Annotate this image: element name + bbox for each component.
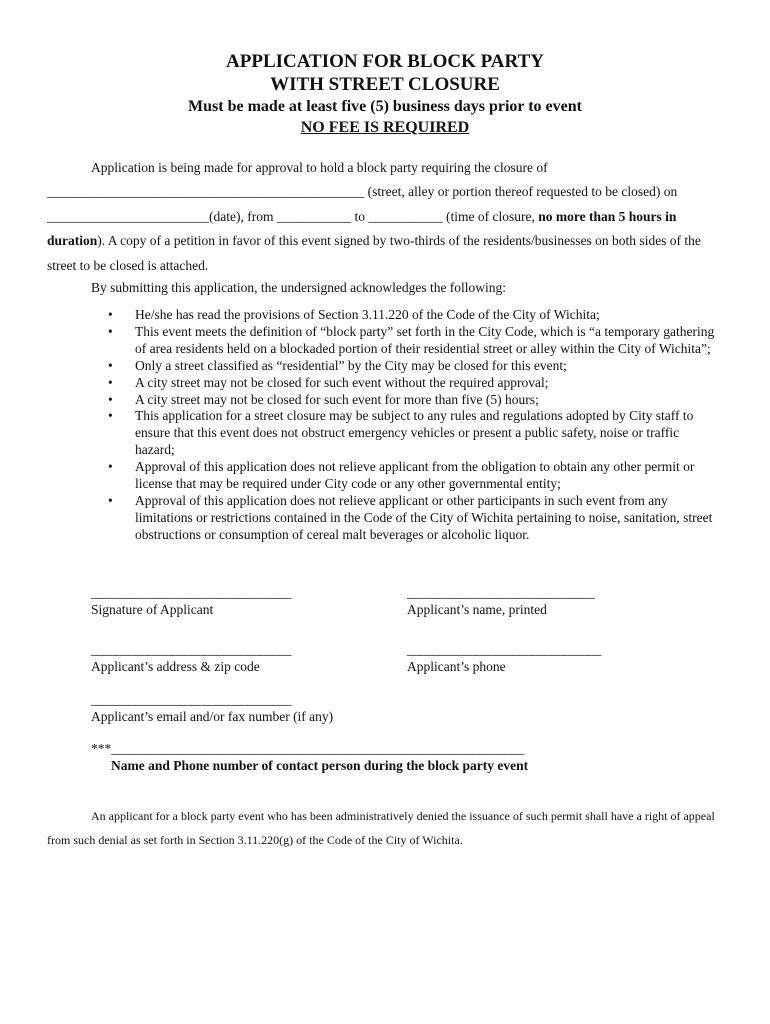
bullet-icon: • xyxy=(108,374,113,390)
condition-item xyxy=(91,459,715,493)
bullet-icon: • xyxy=(108,307,113,322)
bullet-icon: • xyxy=(108,408,113,424)
email-line[interactable]: ________________________________ xyxy=(91,692,291,707)
contact-person-label: Name and Phone number of contact person during the block party event xyxy=(111,758,529,773)
contact-person-field[interactable] xyxy=(91,740,524,757)
to-time-blank[interactable]: ___________ xyxy=(368,208,443,224)
contact-stars: *** xyxy=(91,741,112,756)
email-field[interactable] xyxy=(91,691,333,725)
printed-name-label: Applicant’s name, printed xyxy=(407,602,547,617)
condition-item xyxy=(91,408,715,459)
intro-line: Application is being made for approval to hold a block party requiring the closure of xyxy=(91,160,548,175)
condition-text: Approval of this application does not relieve applicant from the obligation to obtain any other permit or license that may be required under City code or any other governmental entity; xyxy=(135,459,695,492)
title-line-2: WITH STREET CLOSURE xyxy=(270,74,500,95)
petition-text: ). A copy of a petition in favor of this event signed by two-thirds of the residents/businesses on both sides of the street to be closed is attached. xyxy=(47,233,701,273)
bullet-icon: • xyxy=(108,459,113,475)
street-note: (street, alley or portion thereof requested to be closed) on xyxy=(364,184,678,199)
address-field[interactable] xyxy=(91,641,291,675)
condition-item xyxy=(91,493,715,544)
condition-text: A city street may not be closed for such event without the required approval; xyxy=(135,374,549,390)
condition-item xyxy=(91,307,715,324)
time-note: (time of closure, xyxy=(442,208,539,224)
bullet-icon: • xyxy=(108,492,113,508)
condition-item xyxy=(91,358,715,375)
signature-label: Signature of Applicant xyxy=(91,602,214,617)
email-label: Applicant’s email and/or fax number (if any) xyxy=(91,709,334,724)
address-label: Applicant’s address & zip code xyxy=(91,659,260,674)
no-fee-notice: NO FEE IS REQUIRED xyxy=(300,119,470,136)
subtitle: Must be made at least five (5) business days prior to event xyxy=(188,98,582,115)
duration-limit: no more than 5 hours in duration xyxy=(47,208,677,249)
printed-name-field[interactable] xyxy=(407,584,595,618)
street-blank[interactable]: _______________________________________________ xyxy=(47,184,365,199)
printed-name-line[interactable]: ______________________________ xyxy=(407,585,595,600)
condition-text: Approval of this application does not relieve applicant or other participants in such event from any limitations or restrictions contained in the Code of the City of Wichita pertaining to noise, sanitation, street obstructions or consumption of cereal malt beverages or alcoholic liquor. xyxy=(135,492,713,542)
address-line[interactable]: ________________________________ xyxy=(91,642,291,657)
acknowledgement-intro: By submitting this application, the undersigned acknowledges the following: xyxy=(91,280,507,295)
phone-line[interactable]: _______________________________ xyxy=(407,642,601,657)
to-label: to xyxy=(351,208,369,224)
bullet-icon: • xyxy=(108,323,113,339)
title-line-1: APPLICATION FOR BLOCK PARTY xyxy=(226,51,544,72)
appeal-notice: An applicant for a block party event who has been administratively denied the issuance of such permit shall have a right of appeal from such denial as set forth in Section 3.11.220(g) of the Code of the City of Wichita. xyxy=(47,809,715,847)
document-header xyxy=(0,50,770,138)
signature-line[interactable]: ________________________________ xyxy=(91,585,291,600)
condition-text: A city street may not be closed for such event for more than five (5) hours; xyxy=(135,391,539,407)
contact-line[interactable]: ________________________________________________________________ xyxy=(111,741,525,756)
phone-field[interactable] xyxy=(407,641,601,675)
bullet-icon: • xyxy=(108,357,113,373)
condition-text: Only a street classified as “residential” by the City may be closed for this event; xyxy=(135,357,567,373)
signature-field[interactable] xyxy=(91,584,291,618)
from-time-blank[interactable]: ___________ xyxy=(276,208,352,224)
condition-item xyxy=(91,392,715,409)
condition-item xyxy=(91,375,715,392)
condition-text: This event meets the definition of “block party” set forth in the City Code, which is “a temporary gathering of area residents held on a blockaded portion of their residential street or alley within the City of Wichita”; xyxy=(135,323,715,356)
bullet-icon: • xyxy=(108,391,113,407)
date-label: (date), from xyxy=(209,208,277,224)
date-blank[interactable]: ________________________ xyxy=(47,208,209,224)
condition-text: This application for a street closure may be subject to any rules and regulations adopted by City staff to ensure that this event does not obstruct emergency vehicles or present a public safety, noise or traffic hazard; xyxy=(135,408,694,458)
intro-paragraph xyxy=(47,180,715,278)
condition-text: He/she has read the provisions of Section 3.11.220 of the Code of the City of Wichita; xyxy=(135,307,600,322)
phone-label: Applicant’s phone xyxy=(407,659,506,674)
condition-item xyxy=(91,324,715,358)
conditions-list xyxy=(91,307,715,544)
